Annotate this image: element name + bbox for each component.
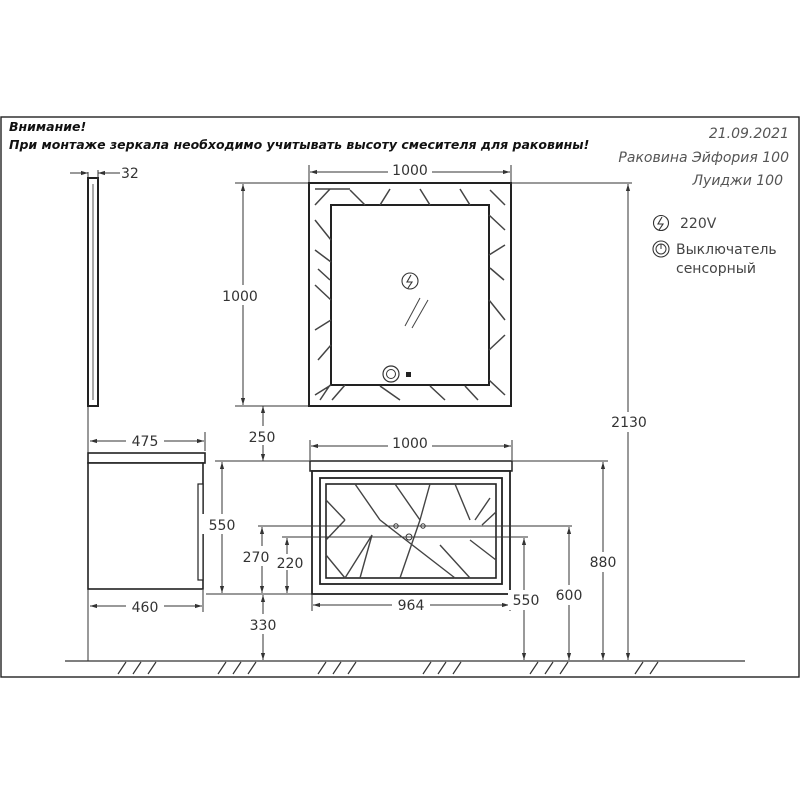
dim-cabinet-depth-body-label: 460 — [131, 600, 159, 616]
mirror-side-view — [88, 178, 98, 406]
cabinet-front-view — [310, 461, 512, 594]
dim-total-height-label: 2130 — [611, 415, 647, 431]
cabinet-side-view — [88, 453, 205, 589]
dim-outlet-height-600-label: 600 — [555, 588, 583, 604]
dim-cabinet-height-label: 550 — [208, 518, 236, 534]
drawing-date: 21.09.2021 — [708, 126, 789, 142]
warning-text: При монтаже зеркала необходимо учитывать высоту смесителя для раковины! — [9, 137, 590, 152]
switch-label-2: сенсорный — [676, 261, 756, 277]
dim-cabinet-top-width-label: 1000 — [392, 436, 428, 452]
floor-line — [65, 661, 745, 674]
dim-floor-clearance-label: 330 — [249, 618, 277, 634]
mirror-front-view — [309, 183, 511, 406]
power-icon — [654, 216, 669, 231]
dim-outlet-height-left-label: 270 — [242, 550, 270, 566]
dim-mirror-height-label: 1000 — [222, 289, 258, 305]
dim-top-height-label: 880 — [589, 555, 617, 571]
switch-label-1: Выключатель — [676, 242, 777, 258]
touch-switch-icon — [653, 241, 669, 257]
dim-mirror-width-label: 1000 — [392, 163, 428, 179]
sink-model-line2: Луиджи 100 — [692, 173, 783, 189]
power-label: 220V — [680, 216, 717, 232]
dim-outlet-height-right-label: 220 — [276, 556, 304, 572]
dim-gap-above-cabinet-label: 250 — [248, 430, 276, 446]
dim-mirror-depth-label: 32 — [121, 166, 139, 182]
warning-title: Внимание! — [9, 119, 87, 134]
dim-cabinet-inner-width-label: 964 — [397, 598, 425, 614]
sink-model-line1: Раковина Эйфория 100 — [618, 150, 789, 166]
dim-cabinet-depth-top-label: 475 — [131, 434, 159, 450]
dim-cabinet-bottom-height-label: 550 — [512, 593, 540, 609]
